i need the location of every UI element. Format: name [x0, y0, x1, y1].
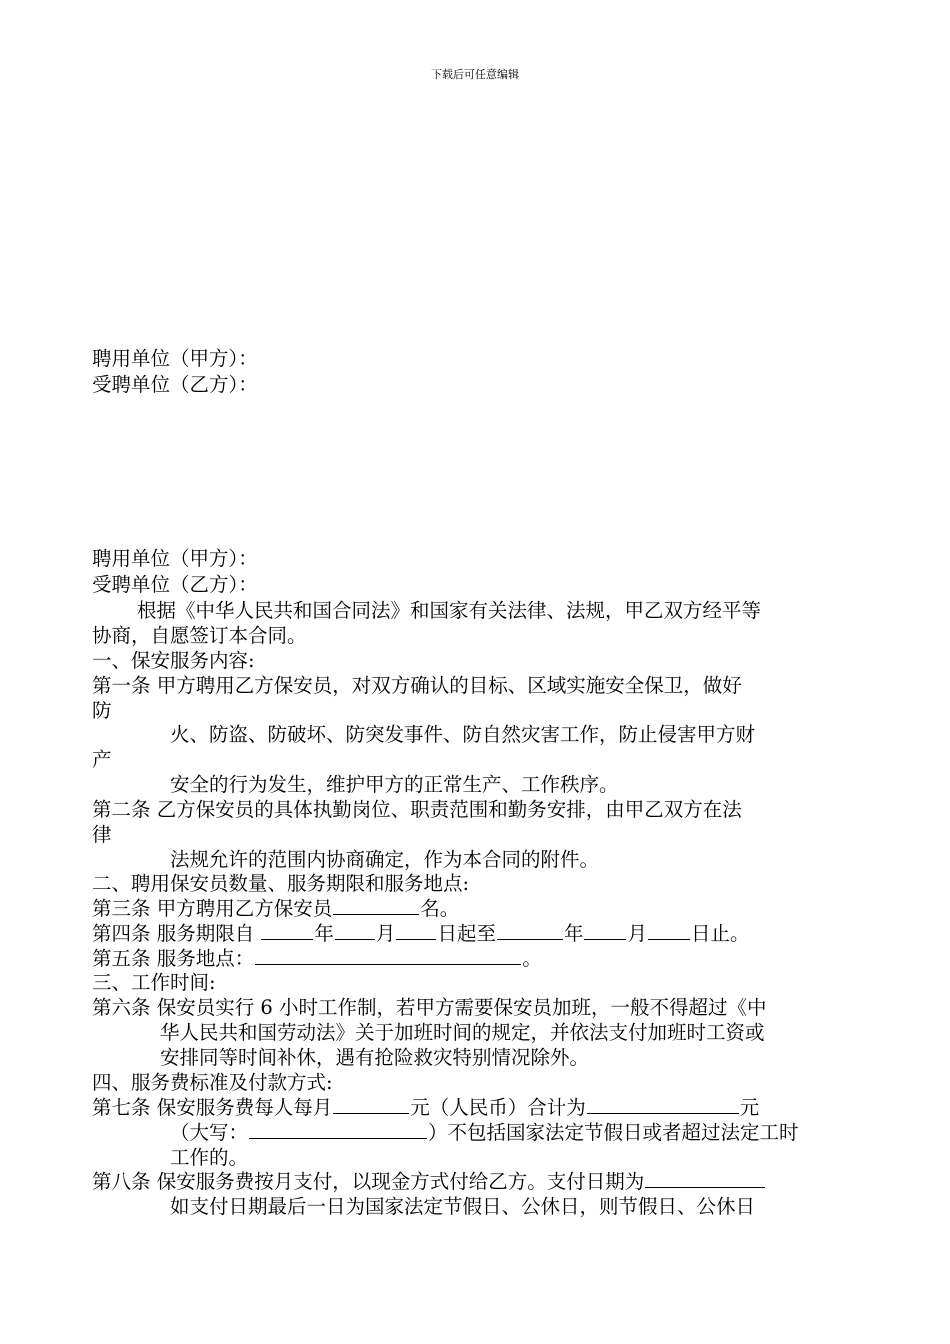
article-5-text: 第五条 服务地点：	[92, 947, 255, 970]
article-2-line-1-wrap: 律	[92, 823, 112, 846]
month-label-1: 月	[375, 922, 396, 945]
guard-count-blank[interactable]	[333, 897, 419, 915]
article-7-capital-label: （大写：	[170, 1121, 249, 1144]
preamble-line-1: 根据《中华人民共和国合同法》和国家有关法律、法规，甲乙双方经平等	[137, 599, 762, 622]
article-6-line-3: 安排同等时间补休，遇有抢险救灾特别情况除外。	[160, 1046, 590, 1069]
year-label-1: 年	[314, 922, 334, 945]
article-8-line-2: 如支付日期最后一日为国家法定节假日、公休日，则节假日、公休日	[170, 1195, 756, 1218]
total-fee-blank[interactable]	[587, 1096, 739, 1114]
preamble-line-2: 协商，自愿签订本合同。	[92, 624, 307, 647]
article-2-line-2: 法规允许的范围内协商确定，作为本合同的附件。	[170, 848, 600, 871]
end-day-blank[interactable]	[648, 922, 690, 940]
article-6-line-2: 华人民共和国劳动法》关于加班时间的规定，并依法支付加班时工资或	[160, 1021, 765, 1044]
page-header-watermark: 下载后可任意编辑	[431, 68, 519, 81]
article-7-exclusion: ）不包括国家法定节假日或者超过法定工时	[428, 1121, 799, 1144]
service-location-blank[interactable]	[255, 947, 521, 965]
contractor-label-top: 受聘单位（乙方）：	[92, 373, 258, 396]
article-7-yuan: 元	[739, 1096, 760, 1119]
article-5-suffix: 。	[522, 947, 542, 970]
article-5	[92, 947, 542, 971]
payment-date-blank[interactable]	[645, 1170, 765, 1188]
article-7-text: 第七条 保安服务费每人每月	[92, 1096, 333, 1119]
article-1-line-2-wrap: 产	[92, 748, 112, 771]
article-1-line-1: 第一条 甲方聘用乙方保安员，对双方确认的目标、区域实施安全保卫，做好	[92, 674, 742, 697]
article-7-total-label: 元（人民币）合计为	[410, 1096, 586, 1119]
article-8-line-1	[92, 1170, 766, 1194]
monthly-fee-blank[interactable]	[333, 1096, 409, 1114]
article-1-line-3: 安全的行为发生，维护甲方的正常生产、工作秩序。	[170, 773, 619, 796]
month-label-2: 月	[627, 922, 647, 945]
contractor-label: 受聘单位（乙方）：	[92, 573, 258, 596]
article-1-line-1-wrap: 防	[92, 699, 112, 722]
end-year-blank[interactable]	[497, 922, 563, 940]
day-label-2: 日止。	[690, 922, 750, 945]
article-7-line-2	[170, 1121, 799, 1145]
article-3	[92, 897, 459, 921]
article-8-text: 第八条 保安服务费按月支付，以现金方式付给乙方。支付日期为	[92, 1170, 645, 1193]
section-3-title: 三、工作时间:	[92, 971, 216, 994]
section-4-title: 四、服务费标准及付款方式:	[92, 1071, 333, 1094]
article-7-line-3: 工作的。	[170, 1146, 249, 1169]
section-2-title: 二、聘用保安员数量、服务期限和服务地点:	[92, 872, 470, 895]
article-4	[92, 922, 750, 946]
article-1-line-2: 火、防盗、防破坏、防突发事件、防自然灾害工作，防止侵害甲方财	[170, 723, 756, 746]
day-label-1: 日起至	[437, 922, 496, 945]
article-4-text: 第四条 服务期限自	[92, 922, 261, 945]
end-month-blank[interactable]	[584, 922, 626, 940]
article-6-line-1: 第六条 保安员实行 6 小时工作制，若甲方需要保安员加班，一般不得超过《中	[92, 996, 767, 1019]
article-2-line-1: 第二条 乙方保安员的具体执勤岗位、职责范围和勤务安排，由甲乙双方在法	[92, 798, 742, 821]
article-3-text: 第三条 甲方聘用乙方保安员	[92, 897, 333, 920]
year-label-2: 年	[563, 922, 584, 945]
employer-label-top: 聘用单位（甲方）：	[92, 347, 258, 370]
start-year-blank[interactable]	[261, 922, 313, 940]
start-day-blank[interactable]	[396, 922, 436, 940]
start-month-blank[interactable]	[335, 922, 375, 940]
employer-label: 聘用单位（甲方）：	[92, 547, 258, 570]
section-1-title: 一、保安服务内容:	[92, 649, 255, 672]
article-7-line-1	[92, 1096, 759, 1120]
capital-amount-blank[interactable]	[249, 1121, 427, 1139]
article-3-suffix: 名。	[420, 897, 460, 920]
